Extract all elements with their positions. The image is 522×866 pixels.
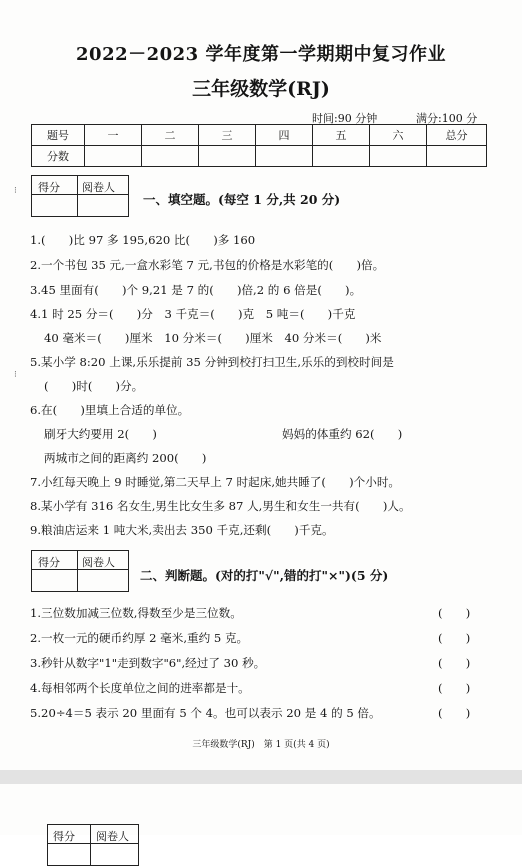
grader-divider	[77, 551, 78, 591]
question-5-line-1: 5.某小学 8:20 上课,乐乐提前 35 分钟到校打扫卫生,乐乐的到校时间是	[30, 355, 394, 369]
score-table-cell: 分数	[32, 146, 85, 167]
question-1: 1.( )比 97 多 195,620 比( )多 160	[30, 233, 256, 247]
question-8: 8.某小学有 316 名女生,男生比女生多 87 人,男生和女生一共有( )人。	[30, 499, 411, 513]
page-footer: 三年级数学(RJ) 第 1 页(共 4 页)	[192, 740, 330, 750]
score-field[interactable]	[427, 146, 487, 167]
score-field[interactable]	[199, 146, 256, 167]
exam-subtitle: 三年级数学(RJ)	[192, 78, 330, 100]
judgement-item-5: 5.20÷4＝5 表示 20 里面有 5 个 4。也可以表示 20 是 4 的 5 倍。	[30, 706, 381, 720]
answer-bracket[interactable]: ( )	[438, 656, 471, 670]
answer-bracket[interactable]: ( )	[438, 681, 471, 695]
question-6b: 妈妈的体重约 62( )	[282, 427, 403, 441]
score-table-score-row	[32, 146, 487, 167]
judgement-item-4: 4.每相邻两个长度单位之间的进率都是十。	[30, 681, 250, 695]
question-4-line-1: 4.1 时 25 分＝( )分 3 千克＝( )克 5 吨＝( )千克	[30, 307, 356, 321]
grader-score-label: 得分	[38, 181, 60, 194]
score-table	[31, 124, 487, 167]
score-field[interactable]	[142, 146, 199, 167]
full-score: 满分:100 分	[416, 112, 478, 125]
grader-score-label: 得分	[53, 830, 75, 843]
exam-page-2-top	[0, 784, 522, 843]
judgement-item-1: 1.三位数加减三位数,得数至少是三位数。	[30, 606, 242, 620]
margin-mark: ⁝	[14, 370, 17, 380]
grader-box	[47, 824, 139, 866]
question-6c: 两城市之间的距离约 200( )	[44, 451, 207, 465]
question-3: 3.45 里面有( )个 9,21 是 7 的( )倍,2 的 6 倍是( )。	[30, 283, 362, 297]
margin-mark: ⁝	[14, 186, 17, 196]
judgement-item-3: 3.秒针从数字"1"走到数字"6",经过了 30 秒。	[30, 656, 266, 670]
score-table-cell: 三	[199, 125, 256, 146]
question-6a: 刷牙大约要用 2( )	[44, 427, 157, 441]
answer-bracket[interactable]: ( )	[438, 631, 471, 645]
time-limit: 时间:90 分钟	[312, 112, 378, 125]
score-field[interactable]	[85, 146, 142, 167]
question-2: 2.一个书包 35 元,一盒水彩笔 7 元,书包的价格是水彩笔的( )倍。	[30, 258, 385, 272]
section-1-title: 一、填空题。(每空 1 分,共 20 分)	[143, 192, 341, 207]
question-6: 6.在( )里填上合适的单位。	[30, 403, 190, 417]
grader-divider	[77, 176, 78, 216]
score-table-cell: 总分	[427, 125, 487, 146]
question-5-line-2: ( )时( )分。	[44, 379, 144, 393]
answer-bracket[interactable]: ( )	[438, 706, 471, 720]
score-table-cell: 四	[256, 125, 313, 146]
answer-bracket[interactable]: ( )	[438, 606, 471, 620]
page-gap	[0, 770, 522, 784]
score-table-cell: 题号	[32, 125, 85, 146]
score-table-cell: 五	[313, 125, 370, 146]
grader-reviewer-label: 阅卷人	[82, 181, 115, 194]
grader-box	[31, 550, 129, 592]
question-7: 7.小红每天晚上 9 时睡觉,第二天早上 7 时起床,她共睡了( )个小时。	[30, 475, 401, 489]
section-2-title: 二、判断题。(对的打"√",错的打"×")(5 分)	[140, 568, 389, 583]
score-table-cell: 六	[370, 125, 427, 146]
question-4-line-2: 40 毫米＝( )厘米 10 分米＝( )厘米 40 分米＝( )米	[44, 331, 382, 345]
exam-title: 2022－2023 学年度第一学期期中复习作业	[76, 44, 446, 65]
score-field[interactable]	[370, 146, 427, 167]
score-table-cell: 一	[85, 125, 142, 146]
score-field[interactable]	[313, 146, 370, 167]
grader-reviewer-label: 阅卷人	[82, 556, 115, 569]
score-table-header-row	[32, 125, 487, 146]
question-9: 9.粮油店运来 1 吨大米,卖出去 350 千克,还剩( )千克。	[30, 523, 334, 537]
score-table-cell: 二	[142, 125, 199, 146]
judgement-item-2: 2.一枚一元的硬币约厚 2 毫米,重约 5 克。	[30, 631, 249, 645]
score-field[interactable]	[256, 146, 313, 167]
grader-box	[31, 175, 129, 217]
grader-score-label: 得分	[38, 556, 60, 569]
grader-reviewer-label: 阅卷人	[96, 830, 129, 843]
grader-divider	[90, 825, 91, 865]
